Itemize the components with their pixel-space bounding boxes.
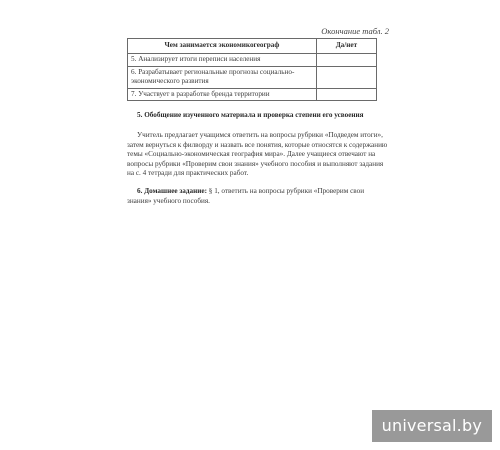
- table-caption: Окончание табл. 2: [321, 26, 389, 36]
- table-row: [128, 88, 377, 101]
- table-cell-answer: [316, 88, 376, 101]
- homework-label: 6. Домашнее задание:: [137, 187, 207, 195]
- table-cell-activity: 7. Участвует в разработке бренда территории: [128, 88, 317, 101]
- homework-body: § 1, ответить на вопросы рубрики «Проверим свои знания» учебного пособия.: [127, 187, 365, 205]
- table-header-activity: Чем занимается экономикогеограф: [128, 39, 317, 54]
- section-5-heading: 5. Обобщение изученного материала и проверка степени его усвоения: [137, 111, 364, 119]
- table-cell-activity: 6. Разрабатывает региональные прогнозы социально-экономического развития: [128, 66, 317, 88]
- table-row: [128, 66, 377, 88]
- homework-paragraph: [127, 187, 389, 206]
- watermark-badge: universal.by: [372, 410, 492, 442]
- table-row: [128, 54, 377, 67]
- section-5-body: Учитель предлагает учащимся ответить на вопросы рубрики «Подведем итоги», затем вернуться к филворду и назвать все понятия, которые относятся к содержанию темы «Социально-экономическая география мира». Далее учащиеся отвечают на вопросы рубрики «Проверим свои знания» учебного пособия и выполняют задания на с. 4 тетради для практических работ.: [127, 131, 388, 178]
- table-header-row: [128, 39, 377, 54]
- table-cell-answer: [316, 54, 376, 67]
- table-header-yes-no: Да/нет: [316, 39, 376, 54]
- table-cell-activity: 5. Анализирует итоги переписи населения: [128, 54, 317, 67]
- table-cell-answer: [316, 66, 376, 88]
- questions-table: [127, 38, 377, 101]
